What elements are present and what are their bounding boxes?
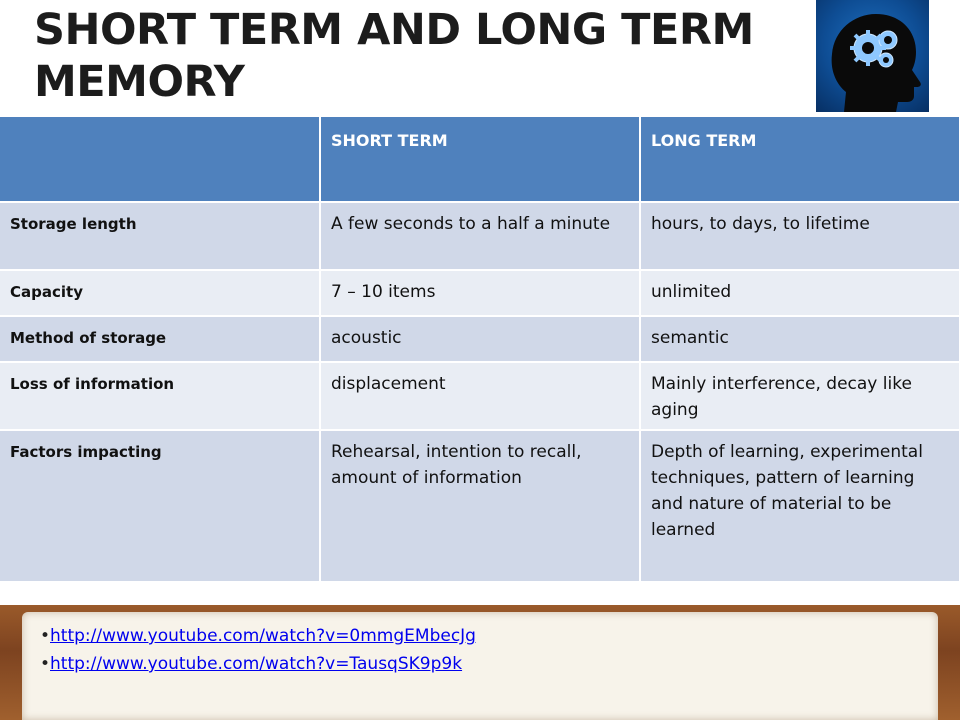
header-empty — [0, 117, 320, 202]
header-long-term: LONG TERM — [640, 117, 960, 202]
youtube-link-1[interactable]: http://www.youtube.com/watch?v=0mmgEMbecJg — [50, 626, 476, 646]
list-item — [40, 650, 476, 678]
table-row — [0, 316, 960, 362]
table-row — [0, 202, 960, 270]
youtube-link-2[interactable]: http://www.youtube.com/watch?v=TausqSK9p9k — [50, 654, 463, 674]
row-label: Loss of information — [0, 362, 320, 430]
link-list — [40, 622, 476, 678]
row-label: Storage length — [0, 202, 320, 270]
slide-title: SHORT TERM AND LONG TERM MEMORY — [34, 5, 754, 107]
short-term-cell: 7 – 10 items — [320, 270, 640, 316]
table-row — [0, 362, 960, 430]
table-header-row — [0, 117, 960, 202]
head-with-gears-icon — [816, 0, 929, 112]
row-label: Capacity — [0, 270, 320, 316]
bullet-icon: • — [40, 654, 51, 674]
short-term-cell: Rehearsal, intention to recall, amount of information — [320, 430, 640, 581]
header-short-term: SHORT TERM — [320, 117, 640, 202]
short-term-cell: acoustic — [320, 316, 640, 362]
table-row — [0, 270, 960, 316]
bullet-icon: • — [40, 626, 51, 646]
table-row — [0, 430, 960, 581]
list-item — [40, 622, 476, 650]
long-term-cell: unlimited — [640, 270, 960, 316]
short-term-cell: displacement — [320, 362, 640, 430]
row-label: Method of storage — [0, 316, 320, 362]
long-term-cell: hours, to days, to lifetime — [640, 202, 960, 270]
memory-comparison-table — [0, 117, 960, 581]
long-term-cell: Mainly interference, decay like aging — [640, 362, 960, 430]
long-term-cell: semantic — [640, 316, 960, 362]
long-term-cell: Depth of learning, experimental techniques, pattern of learning and nature of material to be learned — [640, 430, 960, 581]
short-term-cell: A few seconds to a half a minute — [320, 202, 640, 270]
row-label: Factors impacting — [0, 430, 320, 581]
